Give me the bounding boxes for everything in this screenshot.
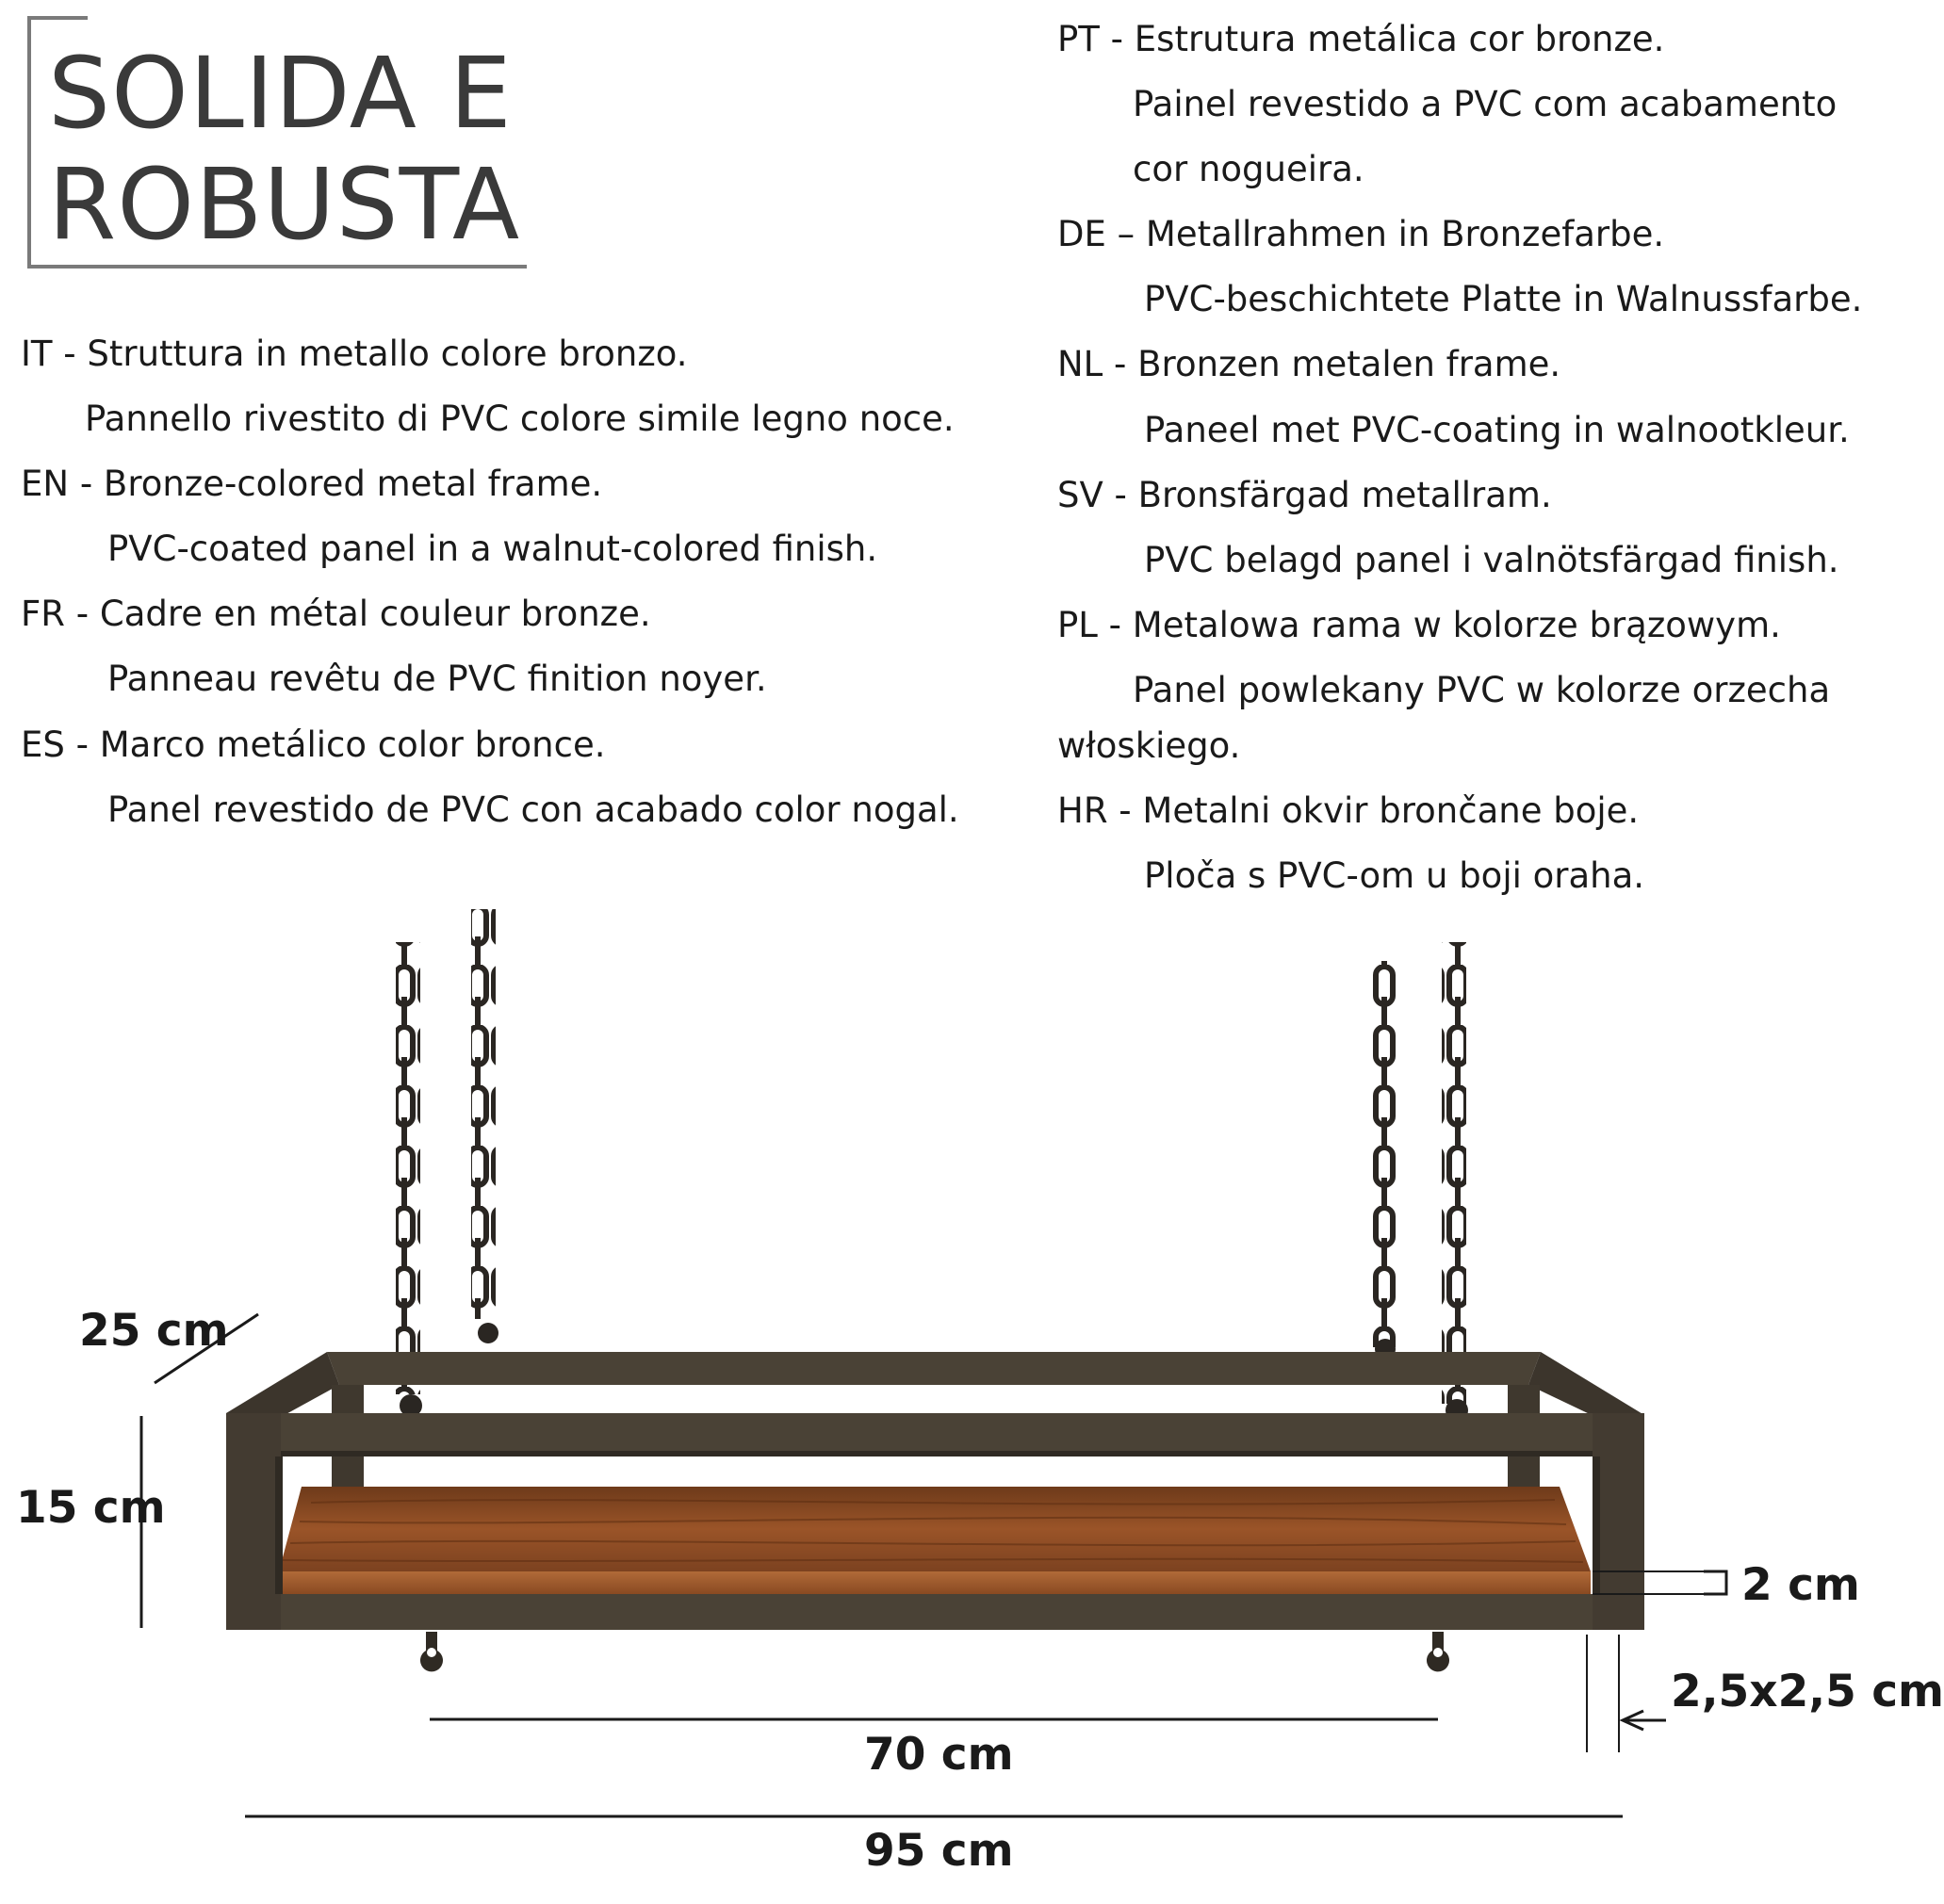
desc-de-code: DE – Metallrahmen in Bronzefarbe. bbox=[1057, 214, 1665, 254]
desc-en-code: EN - Bronze-colored metal frame. bbox=[21, 464, 603, 504]
desc-hr-code: HR - Metalni okvir brončane boje. bbox=[1057, 790, 1640, 831]
metal-frame bbox=[226, 1352, 1644, 1671]
chain-front-left bbox=[396, 942, 420, 1394]
chain-back-right bbox=[1372, 961, 1397, 1347]
desc-es-detail: Panel revestido de PVC con acabado color nogal. bbox=[107, 789, 959, 830]
depth-label: 25 cm bbox=[79, 1305, 229, 1357]
panel-thickness-label: 2 cm bbox=[1741, 1559, 1860, 1611]
total-width-label: 95 cm bbox=[864, 1825, 1014, 1877]
desc-pt-detail-2: cor nogueira. bbox=[1133, 149, 1364, 189]
chain-front-right bbox=[1442, 942, 1466, 1404]
chain-back-left bbox=[471, 909, 496, 1319]
chains bbox=[396, 909, 1468, 1422]
desc-es-code: ES - Marco metálico color bronce. bbox=[21, 724, 606, 765]
title-line-2: ROBUSTA bbox=[48, 147, 521, 262]
desc-nl-code: NL - Bronzen metalen frame. bbox=[1057, 344, 1561, 384]
desc-pl-detail: Panel powlekany PVC w kolorze orzecha bbox=[1133, 670, 1831, 710]
desc-en-detail: PVC-coated panel in a walnut-colored finish. bbox=[107, 529, 878, 569]
desc-it-detail: Pannello rivestito di PVC colore simile legno noce. bbox=[85, 399, 955, 439]
desc-pl-detail-2: włoskiego. bbox=[1057, 725, 1241, 766]
desc-pl-code: PL - Metalowa rama w kolorze brązowym. bbox=[1057, 605, 1781, 645]
desc-it-code: IT - Struttura in metallo colore bronzo. bbox=[21, 334, 688, 374]
desc-sv-code: SV - Bronsfärgad metallram. bbox=[1057, 475, 1552, 515]
desc-fr-code: FR - Cadre en métal couleur bronze. bbox=[21, 594, 651, 634]
desc-sv-detail: PVC belagd panel i valnötsfärgad finish. bbox=[1144, 540, 1839, 580]
inner-width-label: 70 cm bbox=[864, 1729, 1014, 1781]
height-label: 15 cm bbox=[16, 1482, 166, 1534]
desc-pt-detail: Painel revestido a PVC com acabamento bbox=[1133, 84, 1838, 124]
tube-section-label: 2,5x2,5 cm bbox=[1671, 1666, 1944, 1717]
desc-pt-code: PT - Estrutura metálica cor bronze. bbox=[1057, 19, 1665, 59]
desc-de-detail: PVC-beschichtete Platte in Walnussfarbe. bbox=[1144, 279, 1863, 319]
desc-fr-detail: Panneau revêtu de PVC finition noyer. bbox=[107, 659, 767, 699]
desc-hr-detail: Ploča s PVC-om u boji oraha. bbox=[1144, 855, 1645, 896]
title-line-1: SOLIDA E bbox=[48, 36, 513, 151]
desc-nl-detail: Paneel met PVC-coating in walnootkleur. bbox=[1144, 410, 1850, 450]
